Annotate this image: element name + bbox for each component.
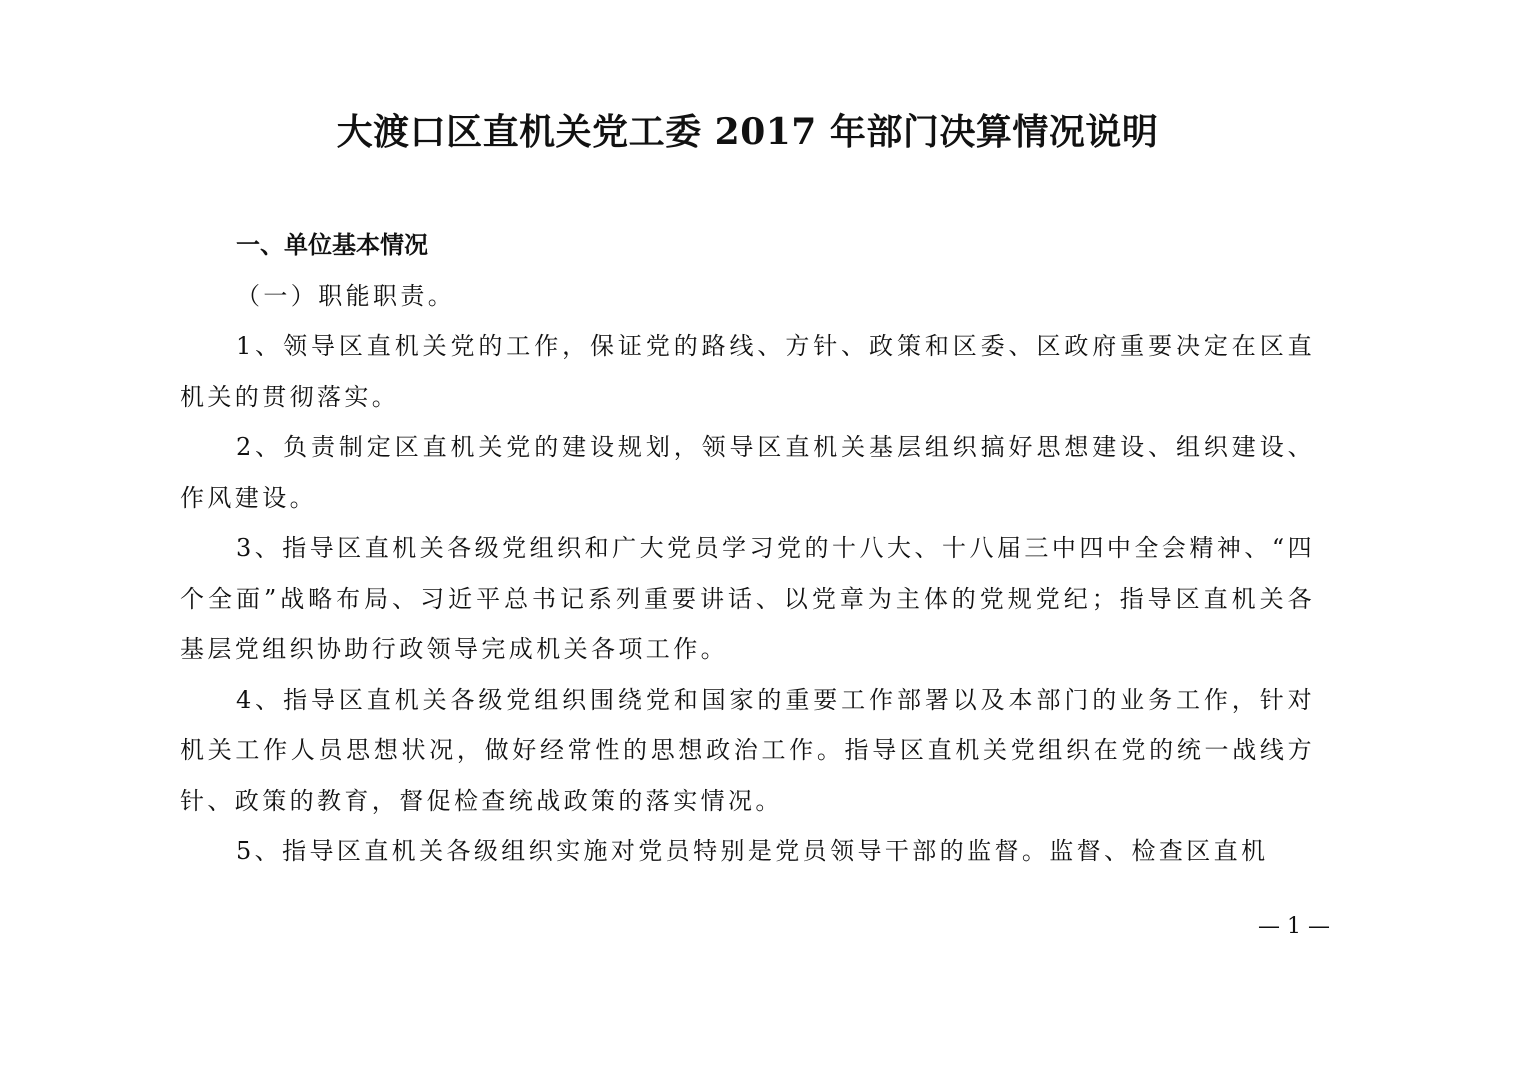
subsection-heading: （一）职能职责。 (236, 281, 456, 310)
section-heading: 一、单位基本情况 (236, 231, 428, 259)
paragraph-3: 3、指导区直机关各级党组织和广大党员学习党的十八大、十八届三中四中全会精神、“四个全面”战略布局、习近平总书记系列重要讲话、以党章为主体的党规党纪；指导区直机关各基层党组织协助行政领导完成机关各项工作。 (180, 534, 1315, 663)
page-number: — 1 — (1258, 914, 1330, 939)
paragraph-2: 2、负责制定区直机关党的建设规划，领导区直机关基层组织搞好思想建设、组织建设、作风建设。 (180, 433, 1315, 512)
paragraph-4: 4、指导区直机关各级党组织围绕党和国家的重要工作部署以及本部门的业务工作，针对机关工作人员思想状况，做好经常性的思想政治工作。指导区直机关党组织在党的统一战线方针、政策的教育，督促检查统战政策的落实情况。 (180, 685, 1315, 815)
paragraph-1: 1、领导区直机关党的工作，保证党的路线、方针、政策和区委、区政府重要决定在区直机关的贯彻落实。 (180, 332, 1315, 411)
paragraph-5: 5、指导区直机关各级组织实施对党员特别是党员领导干部的监督。监督、检查区直机 (236, 837, 1269, 865)
document-body (180, 220, 1315, 877)
document-title: 大渡口区直机关党工委 2017 年部门决算情况说明 (336, 111, 1159, 153)
